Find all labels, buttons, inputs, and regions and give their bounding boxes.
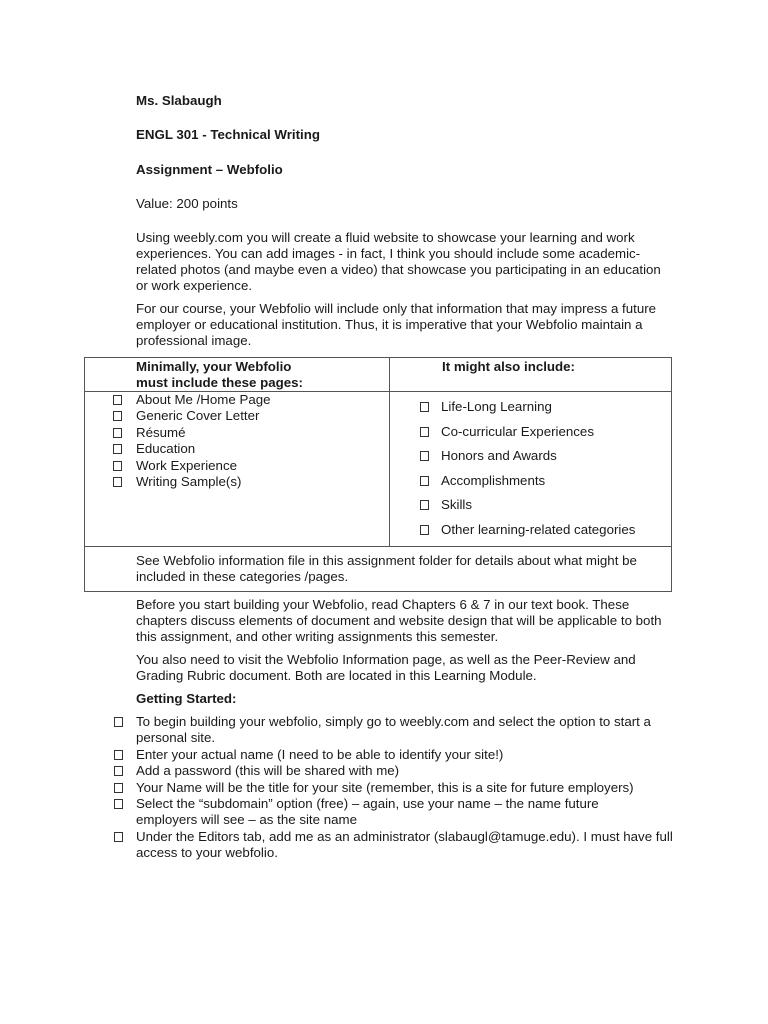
checkbox-icon — [420, 476, 429, 486]
list-item: Generic Cover Letter — [85, 408, 389, 424]
checkbox-icon — [114, 766, 123, 776]
required-header-cell — [85, 358, 390, 392]
checkbox-icon — [420, 500, 429, 510]
optional-header-cell — [390, 358, 672, 392]
checkbox-icon — [420, 525, 429, 535]
checkbox-icon — [113, 461, 122, 471]
pages-table — [84, 357, 672, 592]
required-header-line2: must include these pages: — [136, 375, 303, 390]
getting-started-heading: Getting Started: — [136, 691, 237, 706]
checkbox-icon — [420, 451, 429, 461]
checkbox-icon — [420, 402, 429, 412]
checkbox-icon — [113, 477, 122, 487]
list-item: Accomplishments — [390, 473, 671, 498]
assignment-title: Assignment – Webfolio — [136, 162, 283, 177]
list-item: Life-Long Learning — [390, 399, 671, 424]
body-paragraph-4: You also need to visit the Webfolio Information page, as well as the Peer-Review and Grading Rubric document. Both are located in this Learning Module. — [136, 652, 636, 683]
list-item: Add a password (this will be shared with me) — [136, 763, 400, 778]
course-title: ENGL 301 - Technical Writing — [136, 127, 320, 142]
checkbox-icon — [420, 427, 429, 437]
teacher-name: Ms. Slabaugh — [136, 93, 222, 108]
table-footer-note: See Webfolio information file in this assignment folder for details about what might be included in these categories /pages. — [136, 553, 637, 584]
list-item: Your Name will be the title for your site (remember, this is a site for future employers) — [136, 780, 634, 795]
optional-header: It might also include: — [442, 359, 575, 374]
list-item: Résumé — [85, 425, 389, 441]
list-item: Honors and Awards — [390, 448, 671, 473]
list-item: Enter your actual name (I need to be able to identify your site!) — [136, 747, 504, 762]
required-list-cell — [85, 392, 390, 547]
checkbox-icon — [113, 395, 122, 405]
checkbox-icon — [113, 428, 122, 438]
list-item: Select the “subdomain” option (free) – again, use your name – the name future employers will see – as the site name — [136, 796, 599, 827]
checkbox-icon — [113, 444, 122, 454]
list-item: Writing Sample(s) — [85, 474, 389, 490]
list-item: Co-curricular Experiences — [390, 424, 671, 449]
table-footer-cell — [85, 547, 672, 592]
checkbox-icon — [114, 750, 123, 760]
list-item: Other learning-related categories — [390, 522, 671, 547]
intro-paragraph-2: For our course, your Webfolio will include only that information that may impress a future employer or educational institution. Thus, it is imperative that your Webfolio maintain a professional image. — [136, 301, 657, 348]
list-item: About Me /Home Page — [85, 392, 389, 408]
list-item: Under the Editors tab, add me as an administrator (slabaugl@tamuge.edu). I must have full access to your webfolio. — [136, 829, 673, 860]
checkbox-icon — [113, 411, 122, 421]
checkbox-icon — [114, 783, 123, 793]
list-item: Education — [85, 441, 389, 457]
required-header-line1: Minimally, your Webfolio — [136, 359, 292, 374]
intro-paragraph-1: Using weebly.com you will create a fluid website to showcase your learning and work experiences. You can add images - in fact, I think you should include some academic-related photos (and maybe even a video) that showcase you participating in an education or work experience. — [136, 230, 661, 293]
body-paragraph-3: Before you start building your Webfolio, read Chapters 6 & 7 in our text book. These chapters discuss elements of document and website design that will be applicable to both this assignment, and other writing assignments this semester. — [136, 597, 662, 644]
checkbox-icon — [114, 799, 123, 809]
list-item: Skills — [390, 497, 671, 522]
checkbox-icon — [114, 717, 123, 727]
list-item: Work Experience — [85, 458, 389, 474]
list-item: To begin building your webfolio, simply go to weebly.com and select the option to start a personal site. — [136, 714, 651, 745]
assignment-value: Value: 200 points — [136, 196, 238, 211]
checkbox-icon — [114, 832, 123, 842]
optional-list-cell — [390, 392, 672, 547]
